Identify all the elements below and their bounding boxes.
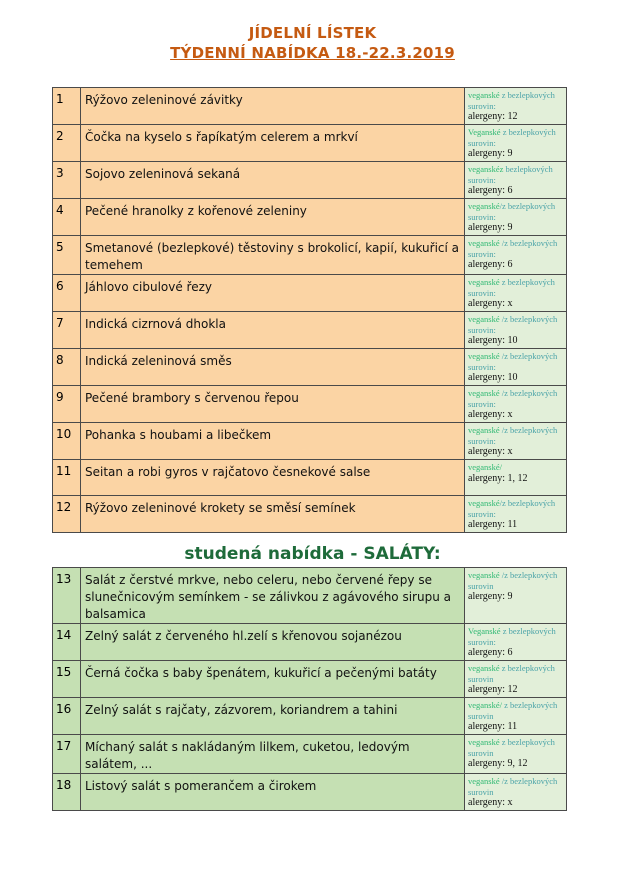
allergens-label: alergeny: 10: [468, 335, 518, 346]
gluten-free-label: z bezlepkových surovin:: [468, 277, 555, 298]
vegan-label: veganské: [468, 737, 500, 747]
menu-row: [53, 568, 567, 624]
vegan-label: veganské/: [468, 700, 502, 710]
gluten-free-label: /z bezlepkových surovin:: [468, 498, 556, 519]
vegan-label: veganské: [468, 238, 500, 248]
dish-info: [465, 236, 567, 275]
allergens-label: alergeny: 1, 12: [468, 472, 528, 484]
vegan-label: veganské: [468, 201, 500, 211]
vegan-label: Veganské: [468, 626, 501, 636]
dish-name: Smetanové (bezlepkové) těstoviny s brokolicí, kapií, kukuřicí a temehem: [81, 236, 465, 275]
dish-info: [465, 125, 567, 162]
gluten-free-label: z bezlepkových surovin: [468, 700, 558, 721]
item-number: 13: [53, 568, 81, 624]
allergens-label: alergeny: 9: [468, 148, 513, 159]
dish-name: Listový salát s pomerančem a čirokem: [81, 774, 465, 811]
menu-row: [53, 698, 567, 735]
dish-info: [465, 774, 567, 811]
vegan-label: veganské: [468, 314, 500, 324]
gluten-free-label: /z bezlepkových surovin:: [468, 425, 558, 446]
allergens-label: alergeny: 9: [468, 591, 513, 602]
page-title: JÍDELNÍ LÍSTEK: [248, 24, 377, 42]
dish-name: Jáhlovo cibulové řezy: [81, 275, 465, 312]
gluten-free-label: z bezlepkových surovin:: [468, 127, 556, 148]
allergens-label: alergeny: 12: [468, 111, 518, 122]
dish-info: [465, 698, 567, 735]
allergens-label: alergeny: 9: [468, 222, 513, 233]
dish-info: [465, 162, 567, 199]
allergens-label: alergeny: 6: [468, 259, 513, 270]
dish-name: Rýžovo zeleninové závitky: [81, 88, 465, 125]
dish-name: Indická cizrnová dhokla: [81, 312, 465, 349]
menu-row: [53, 349, 567, 386]
dish-info: [465, 496, 567, 533]
allergens-label: alergeny: 6: [468, 647, 513, 658]
gluten-free-label: z bezlepkových surovin: [468, 663, 555, 684]
allergens-label: alergeny: 12: [468, 684, 518, 695]
menu-row: [53, 199, 567, 236]
vegan-label: veganské: [468, 570, 500, 580]
item-number: 8: [53, 349, 81, 386]
dish-name: Indická zeleninová směs: [81, 349, 465, 386]
gluten-free-label: /z bezlepkových surovin:: [468, 388, 558, 409]
item-number: 5: [53, 236, 81, 275]
allergens-label: alergeny: 10: [468, 372, 518, 383]
menu-row: [53, 386, 567, 423]
dish-name: Pečené hranolky z kořenové zeleniny: [81, 199, 465, 236]
item-number: 15: [53, 661, 81, 698]
salad-section-title: studená nabídka - SALÁTY:: [184, 544, 441, 564]
menu-row: [53, 774, 567, 811]
gluten-free-label: z bezlepkových surovin:: [468, 626, 556, 647]
vegan-label: veganské: [468, 663, 500, 673]
menu-row: [53, 460, 567, 496]
gluten-free-label: /z bezlepkových surovin:: [468, 201, 556, 222]
menu-row: [53, 162, 567, 199]
week-subtitle: TÝDENNÍ NABÍDKA 18.-22.3.2019: [170, 44, 455, 62]
vegan-label: veganskéz: [468, 164, 504, 174]
vegan-label: veganské: [468, 351, 500, 361]
dish-info: [465, 312, 567, 349]
dish-name: Zelný salát z červeného hl.zelí s křenovou sojanézou: [81, 624, 465, 661]
item-number: 3: [53, 162, 81, 199]
dish-name: Míchaný salát s nakládaným lilkem, cuketou, ledovým salátem, ...: [81, 735, 465, 774]
vegan-label: veganské: [468, 388, 500, 398]
menu-row: [53, 496, 567, 533]
dish-name: Čočka na kyselo s řapíkatým celerem a mrkví: [81, 125, 465, 162]
allergens-label: alergeny: x: [468, 797, 513, 808]
allergens-label: alergeny: 9, 12: [468, 758, 528, 769]
allergens-label: alergeny: x: [468, 446, 513, 457]
vegan-label: veganské/: [468, 462, 502, 472]
item-number: 2: [53, 125, 81, 162]
vegan-label: veganské: [468, 277, 500, 287]
gluten-free-label: /z bezlepkových surovin: [468, 776, 558, 797]
dish-info: [465, 423, 567, 460]
dish-name: Sojovo zeleninová sekaná: [81, 162, 465, 199]
menu-row: [53, 88, 567, 125]
item-number: 12: [53, 496, 81, 533]
allergens-label: alergeny: 6: [468, 185, 513, 196]
allergens-label: alergeny: 11: [468, 519, 518, 530]
vegan-label: Veganské: [468, 127, 501, 137]
gluten-free-label: /z bezlepkových surovin:: [468, 314, 558, 335]
vegan-label: veganské: [468, 425, 500, 435]
item-number: 9: [53, 386, 81, 423]
vegan-label: veganské: [468, 498, 500, 508]
dish-info: [465, 735, 567, 774]
menu-row: [53, 423, 567, 460]
gluten-free-label: /z bezlepkových surovin:: [468, 351, 558, 372]
vegan-label: veganské: [468, 90, 500, 100]
dish-info: [465, 661, 567, 698]
dish-info: [465, 460, 567, 496]
item-number: 16: [53, 698, 81, 735]
dish-name: Seitan a robi gyros v rajčatovo česnekové salse: [81, 460, 465, 496]
menu-row: [53, 236, 567, 275]
item-number: 4: [53, 199, 81, 236]
dish-info: [465, 275, 567, 312]
item-number: 6: [53, 275, 81, 312]
item-number: 17: [53, 735, 81, 774]
hot-menu-table: [52, 87, 567, 533]
gluten-free-label: z bezlepkových surovin:: [468, 90, 555, 111]
menu-row: [53, 624, 567, 661]
allergens-label: alergeny: x: [468, 298, 513, 309]
allergens-label: alergeny: 11: [468, 721, 518, 732]
gluten-free-label: /z bezlepkových surovin: [468, 570, 558, 591]
item-number: 1: [53, 88, 81, 125]
dish-info: [465, 624, 567, 661]
dish-name: Rýžovo zeleninové krokety se směsí semínek: [81, 496, 465, 533]
gluten-free-label: /z bezlepkových surovin:: [468, 238, 558, 259]
dish-info: [465, 568, 567, 624]
item-number: 11: [53, 460, 81, 496]
vegan-label: veganské: [468, 776, 500, 786]
dish-info: [465, 88, 567, 125]
dish-name: Černá čočka s baby špenátem, kukuřicí a pečenými batáty: [81, 661, 465, 698]
dish-info: [465, 386, 567, 423]
dish-name: Zelný salát s rajčaty, zázvorem, koriandrem a tahini: [81, 698, 465, 735]
item-number: 14: [53, 624, 81, 661]
dish-name: Pohanka s houbami a libečkem: [81, 423, 465, 460]
gluten-free-label: z bezlepkových surovin: [468, 737, 555, 758]
menu-row: [53, 125, 567, 162]
dish-name: Salát z čerstvé mrkve, nebo celeru, nebo červené řepy se slunečnicovým semínkem - se zálivkou z agávového sirupu a balsamica: [81, 568, 465, 624]
menu-row: [53, 312, 567, 349]
item-number: 10: [53, 423, 81, 460]
menu-row: [53, 661, 567, 698]
menu-row: [53, 735, 567, 774]
dish-name: Pečené brambory s červenou řepou: [81, 386, 465, 423]
menu-row: [53, 275, 567, 312]
item-number: 18: [53, 774, 81, 811]
item-number: 7: [53, 312, 81, 349]
gluten-free-label: bezlepkových surovin:: [468, 164, 553, 185]
dish-info: [465, 199, 567, 236]
allergens-label: alergeny: x: [468, 409, 513, 420]
dish-info: [465, 349, 567, 386]
salad-menu-table: [52, 567, 567, 811]
